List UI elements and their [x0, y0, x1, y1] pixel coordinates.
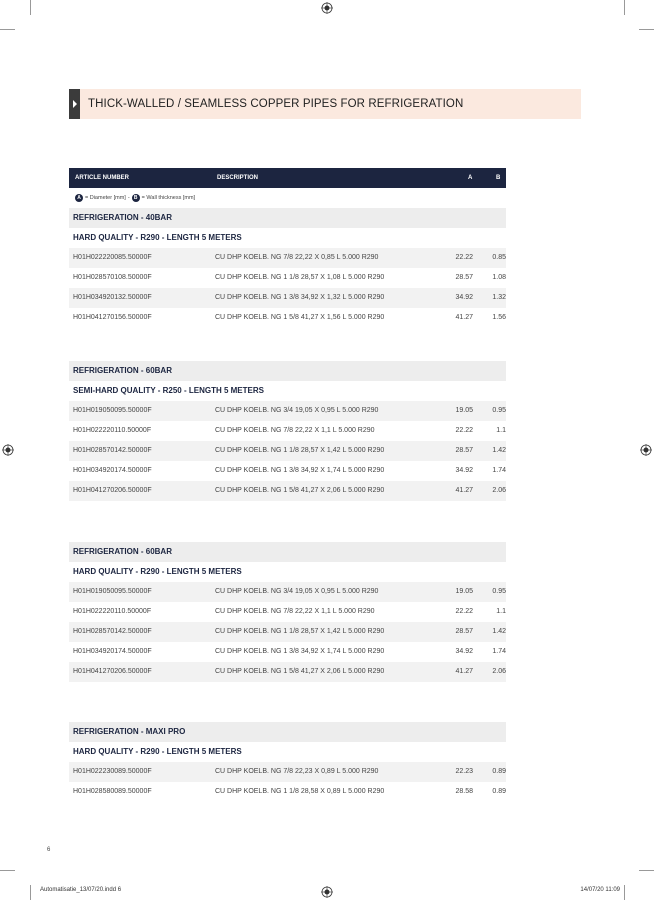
value-b: 2.06	[492, 668, 506, 675]
legend-a-symbol: A	[75, 194, 83, 202]
legend-b-symbol: B	[132, 194, 140, 202]
value-b: 1.74	[492, 648, 506, 655]
column-header-a: A	[468, 175, 473, 181]
article-number: H01H034920132.50000F	[73, 294, 152, 301]
section-subtitle: HARD QUALITY - R290 - LENGTH 5 METERS	[73, 567, 242, 576]
value-b: 0.89	[492, 788, 506, 795]
slug-date: 14/07/20 11:09	[580, 887, 620, 893]
table-header	[69, 168, 506, 188]
page-title: THICK-WALLED / SEAMLESS COPPER PIPES FOR REFRIGERATION	[88, 98, 464, 110]
article-number: H01H019050095.50000F	[73, 588, 152, 595]
value-a: 22.22	[455, 254, 473, 261]
column-header-article: ARTICLE NUMBER	[75, 175, 129, 181]
value-b: 1.1	[496, 427, 506, 434]
value-a: 41.27	[455, 487, 473, 494]
table-row	[69, 401, 506, 421]
table-row	[69, 662, 506, 682]
legend-a-text: = Diameter [mm]	[85, 195, 126, 201]
crop-mark	[30, 0, 31, 15]
value-b: 1.42	[492, 447, 506, 454]
article-number: H01H041270156.50000F	[73, 314, 152, 321]
section-title: REFRIGERATION - 40BAR	[69, 208, 506, 228]
value-b: 1.08	[492, 274, 506, 281]
description: CU DHP KOELB. NG 1 1/8 28,57 X 1,42 L 5.000 R290	[215, 628, 385, 635]
value-b: 1.32	[492, 294, 506, 301]
description: CU DHP KOELB. NG 1 5/8 41,27 X 2,06 L 5.000 R290	[215, 487, 385, 494]
description: CU DHP KOELB. NG 1 3/8 34,92 X 1,74 L 5.000 R290	[215, 648, 385, 655]
value-b: 1.42	[492, 628, 506, 635]
value-a: 28.58	[455, 788, 473, 795]
value-a: 28.57	[455, 447, 473, 454]
column-header-description: DESCRIPTION	[217, 175, 259, 181]
value-b: 1.1	[496, 608, 506, 615]
crop-mark	[639, 870, 654, 871]
value-b: 1.56	[492, 314, 506, 321]
table-row	[69, 582, 506, 602]
value-a: 41.27	[455, 314, 473, 321]
article-number: H01H034920174.50000F	[73, 648, 152, 655]
description: CU DHP KOELB. NG 1 3/8 34,92 X 1,32 L 5.000 R290	[215, 294, 385, 301]
section-subtitle: HARD QUALITY - R290 - LENGTH 5 METERS	[73, 233, 242, 242]
crop-mark	[624, 0, 625, 15]
crop-mark	[0, 29, 15, 30]
description: CU DHP KOELB. NG 1 5/8 41,27 X 2,06 L 5.000 R290	[215, 668, 385, 675]
section-title: REFRIGERATION - 60BAR	[69, 542, 506, 562]
value-a: 34.92	[455, 467, 473, 474]
value-a: 22.22	[455, 427, 473, 434]
section-subtitle: HARD QUALITY - R290 - LENGTH 5 METERS	[73, 747, 242, 756]
product-section	[69, 208, 506, 328]
table-row	[69, 421, 506, 441]
table-row	[69, 782, 506, 802]
article-number: H01H028580089.50000F	[73, 788, 152, 795]
product-section	[69, 722, 506, 802]
table-row	[69, 602, 506, 622]
section-subtitle: SEMI-HARD QUALITY - R250 - LENGTH 5 METERS	[73, 386, 264, 395]
value-a: 19.05	[455, 588, 473, 595]
description: CU DHP KOELB. NG 1 1/8 28,58 X 0,89 L 5.000 R290	[215, 788, 385, 795]
description: CU DHP KOELB. NG 7/8 22,22 X 1,1 L 5.000 R290	[215, 427, 375, 434]
legend-b-text: = Wall thickness [mm]	[141, 195, 196, 201]
legend-separator: -	[127, 195, 130, 201]
crop-mark	[639, 29, 654, 30]
table-row	[69, 481, 506, 501]
description: CU DHP KOELB. NG 7/8 22,23 X 0,89 L 5.000 R290	[215, 768, 379, 775]
slug-file: Automatisatie_13/07/20.indd 6	[40, 887, 122, 893]
table-row	[69, 622, 506, 642]
description: CU DHP KOELB. NG 1 3/8 34,92 X 1,74 L 5.000 R290	[215, 467, 385, 474]
value-b: 0.89	[492, 768, 506, 775]
description: CU DHP KOELB. NG 3/4 19,05 X 0,95 L 5.000 R290	[215, 588, 379, 595]
value-b: 0.95	[492, 407, 506, 414]
table-row	[69, 248, 506, 268]
table-row	[69, 642, 506, 662]
value-b: 0.95	[492, 588, 506, 595]
value-a: 19.05	[455, 407, 473, 414]
table-row	[69, 288, 506, 308]
crop-mark	[624, 885, 625, 900]
table-row	[69, 268, 506, 288]
crop-mark	[0, 870, 15, 871]
value-a: 22.22	[455, 608, 473, 615]
legend	[75, 194, 195, 202]
description: CU DHP KOELB. NG 1 1/8 28,57 X 1,42 L 5.000 R290	[215, 447, 385, 454]
description: CU DHP KOELB. NG 1 5/8 41,27 X 1,56 L 5.000 R290	[215, 314, 385, 321]
table-row	[69, 461, 506, 481]
description: CU DHP KOELB. NG 1 1/8 28,57 X 1,08 L 5.000 R290	[215, 274, 385, 281]
section-title: REFRIGERATION - 60BAR	[69, 361, 506, 381]
value-a: 28.57	[455, 274, 473, 281]
section-title: REFRIGERATION - MAXI PRO	[69, 722, 506, 742]
value-b: 0.85	[492, 254, 506, 261]
arrow-right-icon	[69, 89, 80, 119]
article-number: H01H022220110.50000F	[73, 427, 152, 434]
article-number: H01H041270206.50000F	[73, 487, 152, 494]
article-number: H01H022220110.50000F	[73, 608, 152, 615]
registration-mark-icon	[2, 444, 14, 456]
value-b: 2.06	[492, 487, 506, 494]
page-number: 6	[47, 847, 51, 853]
column-header-b: B	[496, 175, 501, 181]
value-a: 41.27	[455, 668, 473, 675]
table-row	[69, 762, 506, 782]
title-banner	[69, 89, 581, 119]
registration-mark-icon	[640, 444, 652, 456]
crop-mark	[30, 885, 31, 900]
description: CU DHP KOELB. NG 7/8 22,22 X 0,85 L 5.000 R290	[215, 254, 379, 261]
value-a: 34.92	[455, 648, 473, 655]
value-a: 34.92	[455, 294, 473, 301]
article-number: H01H022230089.50000F	[73, 768, 152, 775]
value-a: 28.57	[455, 628, 473, 635]
article-number: H01H022220085.50000F	[73, 254, 152, 261]
product-section	[69, 361, 506, 501]
product-section	[69, 542, 506, 682]
registration-mark-icon	[321, 886, 333, 898]
description: CU DHP KOELB. NG 3/4 19,05 X 0,95 L 5.000 R290	[215, 407, 379, 414]
table-row	[69, 308, 506, 328]
description: CU DHP KOELB. NG 7/8 22,22 X 1,1 L 5.000 R290	[215, 608, 375, 615]
article-number: H01H041270206.50000F	[73, 668, 152, 675]
article-number: H01H028570142.50000F	[73, 628, 152, 635]
registration-mark-icon	[321, 2, 333, 14]
value-b: 1.74	[492, 467, 506, 474]
article-number: H01H019050095.50000F	[73, 407, 152, 414]
value-a: 22.23	[455, 768, 473, 775]
table-row	[69, 441, 506, 461]
article-number: H01H034920174.50000F	[73, 467, 152, 474]
article-number: H01H028570108.50000F	[73, 274, 152, 281]
article-number: H01H028570142.50000F	[73, 447, 152, 454]
